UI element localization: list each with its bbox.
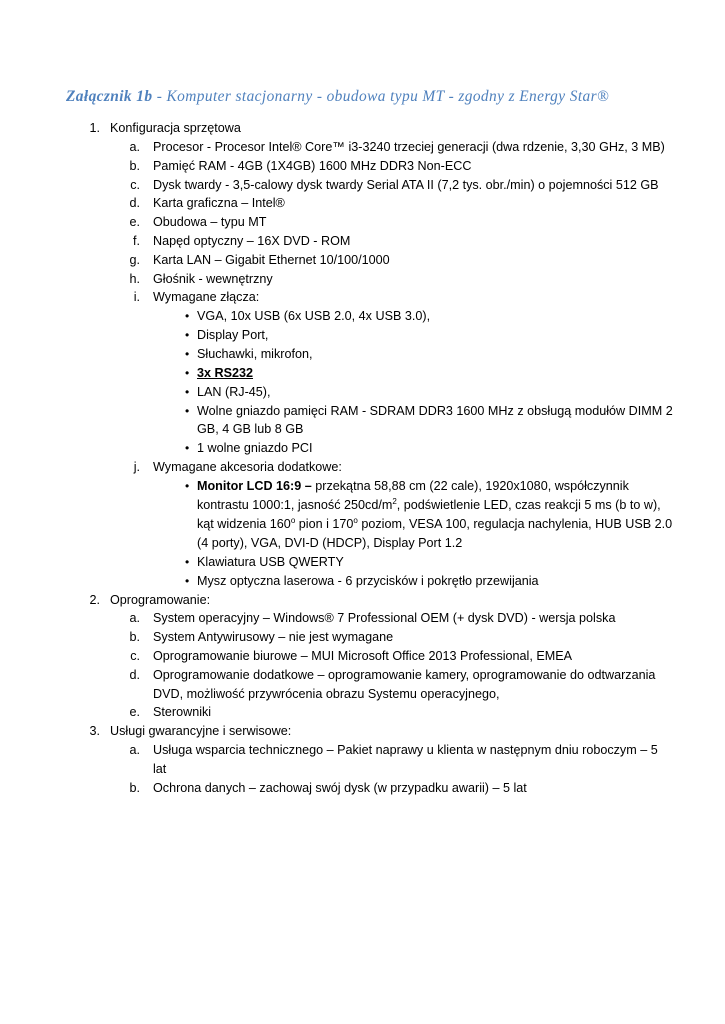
- connector-item: LAN (RJ-45),: [197, 385, 271, 399]
- page-title: [66, 88, 609, 106]
- item-letter: j.: [133, 460, 140, 474]
- superscript: 2: [392, 496, 397, 506]
- monitor-text: , podświetlenie LED, czas reakcji 5 ms (b to w),: [396, 498, 661, 512]
- item-text: Ochrona danych – zachowaj swój dysk (w przypadku awarii) – 5 lat: [153, 781, 527, 795]
- connector-item: Display Port,: [197, 328, 269, 342]
- item-text: Oprogramowanie dodatkowe – oprogramowanie kamery, oprogramowanie do odtwarzania: [153, 668, 656, 682]
- item-text-continued: DVD, możliwość przywrócenia obrazu Systemu operacyjnego,: [153, 687, 500, 701]
- item-text: Pamięć RAM - 4GB (1X4GB) 1600 MHz DDR3 Non-ECC: [153, 159, 472, 173]
- accessory-monitor-line4: (4 porty), VGA, DVI-D (HDCP), Display Port 1.2: [197, 536, 463, 550]
- item-text: Dysk twardy - 3,5-calowy dysk twardy Serial ATA II (7,2 tys. obr./min) o pojemności 512 GB: [153, 178, 659, 192]
- bullet-icon: •: [185, 555, 190, 569]
- section-number: 2.: [89, 593, 100, 607]
- section-label: Usługi gwarancyjne i serwisowe:: [110, 724, 292, 738]
- accessory-monitor: [197, 477, 629, 495]
- monitor-text: poziom, VESA 100, regulacja nachylenia, HUB USB 2.0: [357, 517, 673, 531]
- monitor-text: kąt widzenia 160: [197, 517, 291, 531]
- connector-item: 1 wolne gniazdo PCI: [197, 441, 313, 455]
- bullet-icon: •: [185, 366, 190, 380]
- accessory-mouse: Mysz optyczna laserowa - 6 przycisków i pokrętło przewijania: [197, 574, 539, 588]
- item-letter: b.: [129, 781, 140, 795]
- item-letter: h.: [129, 272, 140, 286]
- item-letter: i.: [133, 290, 140, 304]
- bullet-icon: •: [185, 347, 190, 361]
- accessory-monitor-line2: [197, 496, 661, 514]
- title-rest: - Komputer stacjonarny - obudowa typu MT - zgodny z Energy Star®: [152, 88, 610, 105]
- item-text: System Antywirusowy – nie jest wymagane: [153, 630, 394, 644]
- item-letter: a.: [129, 743, 140, 757]
- item-letter: e.: [129, 705, 140, 719]
- item-letter: f.: [133, 234, 140, 248]
- connector-item-continued: GB, 4 GB lub 8 GB: [197, 422, 304, 436]
- item-text: Oprogramowanie biurowe – MUI Microsoft Office 2013 Professional, EMEA: [153, 649, 573, 663]
- connector-item: Słuchawki, mikrofon,: [197, 347, 313, 361]
- section-number: 3.: [89, 724, 100, 738]
- item-letter: a.: [129, 611, 140, 625]
- bullet-icon: •: [185, 328, 190, 342]
- item-text-continued: lat: [153, 762, 167, 776]
- item-text: Usługa wsparcia technicznego – Pakiet naprawy u klienta w następnym dniu roboczym – 5: [153, 743, 658, 757]
- item-letter: e.: [129, 215, 140, 229]
- item-text: Wymagane akcesoria dodatkowe:: [153, 460, 342, 474]
- item-letter: b.: [129, 630, 140, 644]
- bullet-icon: •: [185, 479, 190, 493]
- item-letter: b.: [129, 159, 140, 173]
- item-text: System operacyjny – Windows® 7 Professional OEM (+ dysk DVD) - wersja polska: [153, 611, 616, 625]
- superscript: o: [353, 515, 358, 525]
- section-label: Konfiguracja sprzętowa: [110, 121, 241, 135]
- item-text: Głośnik - wewnętrzny: [153, 272, 273, 286]
- item-text: Sterowniki: [153, 705, 212, 719]
- connector-item: Wolne gniazdo pamięci RAM - SDRAM DDR3 1600 MHz z obsługą modułów DIMM 2: [197, 404, 673, 418]
- bullet-icon: •: [185, 385, 190, 399]
- item-text: Procesor - Procesor Intel® Core™ i3-3240 trzeciej generacji (dwa rdzenie, 3,30 GHz, 3 MB): [153, 140, 665, 154]
- item-letter: d.: [129, 196, 140, 210]
- section-number: 1.: [89, 121, 100, 135]
- item-letter: c.: [130, 178, 140, 192]
- item-letter: a.: [129, 140, 140, 154]
- connector-item: VGA, 10x USB (6x USB 2.0, 4x USB 3.0),: [197, 309, 431, 323]
- monitor-label: Monitor LCD 16:9 –: [197, 479, 312, 493]
- bullet-icon: •: [185, 574, 190, 588]
- item-text: Obudowa – typu MT: [153, 215, 267, 229]
- item-letter: g.: [129, 253, 140, 267]
- connector-item-rs232: 3x RS232: [197, 366, 254, 380]
- item-text: Karta LAN – Gigabit Ethernet 10/100/1000: [153, 253, 390, 267]
- monitor-text: pion i 170: [295, 517, 354, 531]
- bullet-icon: •: [185, 441, 190, 455]
- item-text: Wymagane złącza:: [153, 290, 260, 304]
- superscript: o: [290, 515, 296, 525]
- title-bold: Załącznik 1b: [66, 88, 153, 105]
- section-label: Oprogramowanie:: [110, 593, 211, 607]
- bullet-icon: •: [185, 404, 190, 418]
- monitor-text: kontrastu 1000:1, jasność 250cd/m: [197, 498, 393, 512]
- item-text: Karta graficzna – Intel®: [153, 196, 285, 210]
- accessory-keyboard: Klawiatura USB QWERTY: [197, 555, 344, 569]
- item-letter: c.: [130, 649, 140, 663]
- item-text: Napęd optyczny – 16X DVD - ROM: [153, 234, 351, 248]
- monitor-desc: przekątna 58,88 cm (22 cale), 1920x1080, współczynnik: [311, 479, 629, 493]
- accessory-monitor-line3: [197, 515, 672, 533]
- item-letter: d.: [129, 668, 140, 682]
- bullet-icon: •: [185, 309, 190, 323]
